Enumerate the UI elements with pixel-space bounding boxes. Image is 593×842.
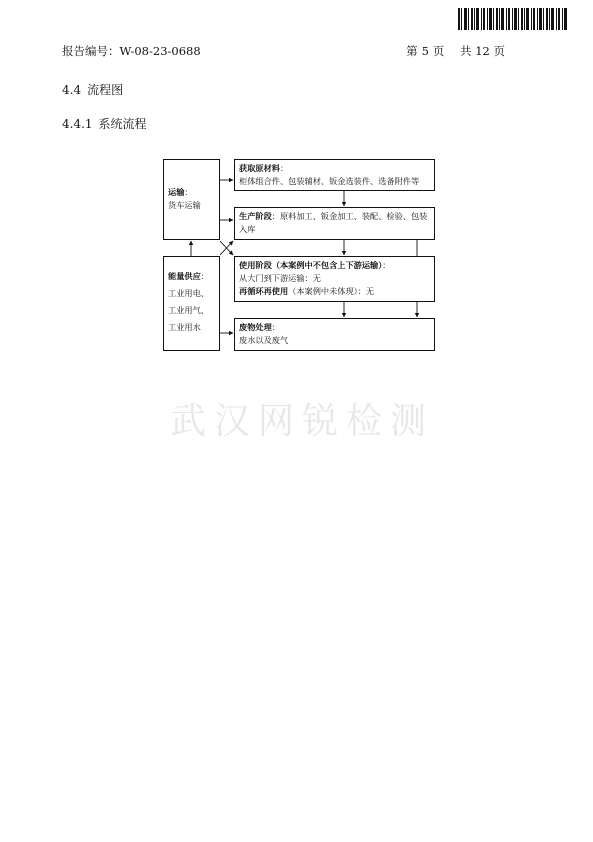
raw-colon: ：: [279, 163, 289, 173]
use-title: 使用阶段（本案例中不包含上下游运输）: [239, 260, 383, 270]
waste-colon: ：: [271, 322, 280, 332]
energy-line-1: 工业用电、: [168, 288, 209, 298]
subsection-number: 4.4.1: [62, 117, 93, 131]
page-unit: 页: [432, 44, 445, 58]
production-text: 原料加工、钣金加工、装配、检验、包装入库: [239, 211, 428, 234]
flow-box-use-stage: [234, 256, 435, 302]
transport-title: 运输: [168, 187, 185, 197]
use-colon: ：: [382, 260, 391, 270]
raw-title: 获取原材料: [239, 163, 280, 173]
section-title: 流程图: [87, 83, 124, 97]
subsection-title: 系统流程: [98, 117, 147, 131]
report-number: 报告编号：W-08-23-0688: [62, 44, 201, 58]
page-total: 共 12 页: [460, 44, 505, 58]
flow-box-transport: [163, 159, 220, 240]
transport-text: 货车运输: [168, 200, 201, 210]
production-title: 生产阶段: [239, 211, 272, 221]
section-heading-flowchart: [62, 81, 123, 98]
energy-title: 能量供应: [168, 271, 201, 281]
barcode: [458, 8, 568, 30]
subsection-heading-system-flow: [62, 115, 147, 132]
energy-colon: ：: [200, 271, 209, 281]
section-number: 4.4: [62, 83, 82, 97]
page-current: 5: [421, 44, 429, 58]
page-indicator: [402, 43, 505, 59]
waste-title: 废物处理: [239, 322, 272, 332]
raw-text: 柜体组合件、包装辅材、钣金选装件、选备附件等: [239, 176, 420, 186]
use-line-3-bold: 再循环再使用: [239, 286, 289, 296]
production-colon: ：: [271, 211, 280, 221]
flow-box-production: [234, 207, 435, 240]
energy-line-3: 工业用水: [168, 322, 201, 332]
waste-text: 废水以及废气: [239, 335, 289, 345]
watermark: 武汉网锐检测: [170, 401, 435, 442]
flow-box-waste-treatment: [234, 318, 435, 351]
flow-box-raw-materials: [234, 159, 435, 191]
use-line-3-rest: （本案例中未体现）：无: [288, 286, 375, 296]
page-prefix: 第: [406, 44, 418, 58]
energy-line-2: 工业用气、: [168, 305, 209, 315]
transport-colon: ：: [184, 187, 193, 197]
use-line-2: 从大门到下游运输：无: [239, 273, 321, 283]
flow-box-energy-supply: [163, 256, 220, 351]
